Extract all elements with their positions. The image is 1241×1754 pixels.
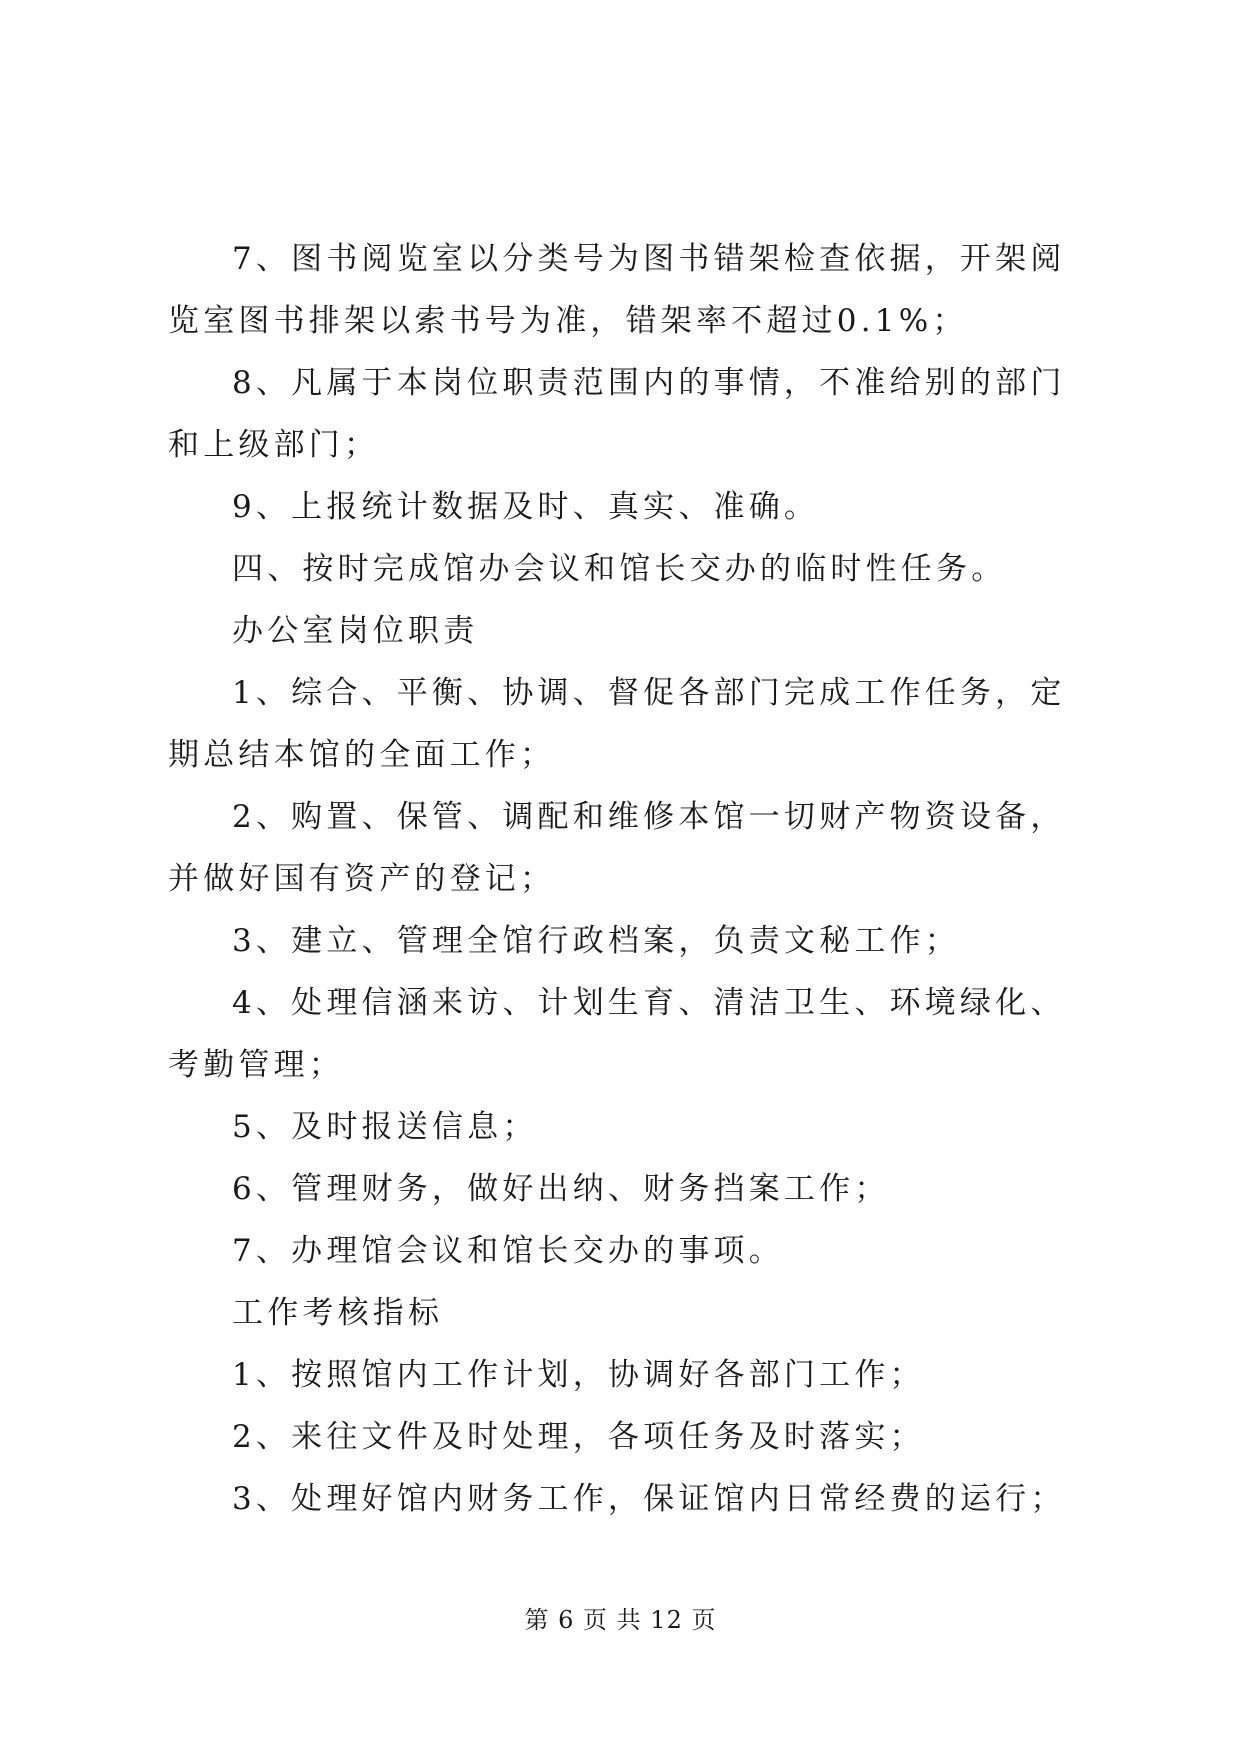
paragraph: 6、管理财务，做好出纳、财务挡案工作； <box>232 1171 890 1207</box>
paragraph: 7、办理馆会议和馆长交办的事项。 <box>232 1233 784 1269</box>
section-heading: 四、按时完成馆办会议和馆长交办的临时性任务。 <box>232 551 1007 587</box>
paragraph: 2、购置、保管、调配和维修本馆一切财产物资设备，并做好国有资产的登记； <box>168 799 1066 897</box>
paragraph: 5、及时报送信息； <box>232 1109 538 1145</box>
paragraph: 1、按照馆内工作计划，协调好各部门工作； <box>232 1357 925 1393</box>
paragraph: 3、处理好馆内财务工作，保证馆内日常经费的运行； <box>232 1481 1066 1517</box>
page-number-footer: 第 6 页 共 12 页 <box>524 1606 717 1634</box>
section-heading: 工作考核指标 <box>232 1295 444 1331</box>
paragraph: 8、凡属于本岗位职责范围内的事情，不准给别的部门和上级部门； <box>168 365 1066 463</box>
document-body <box>168 228 1088 1530</box>
section-heading: 办公室岗位职责 <box>232 613 479 649</box>
paragraph: 7、图书阅览室以分类号为图书错架检查依据，开架阅览室图书排架以索书号为准，错架率不超过0.1%； <box>168 241 1066 339</box>
paragraph: 3、建立、管理全馆行政档案，负责文秘工作； <box>232 923 960 959</box>
paragraph: 2、来往文件及时处理，各项任务及时落实； <box>232 1419 925 1455</box>
paragraph: 1、综合、平衡、协调、督促各部门完成工作任务，定期总结本馆的全面工作； <box>168 675 1066 773</box>
paragraph: 9、上报统计数据及时、真实、准确。 <box>232 489 820 525</box>
paragraph: 4、处理信涵来访、计划生育、清洁卫生、环境绿化、考勤管理； <box>168 985 1066 1083</box>
